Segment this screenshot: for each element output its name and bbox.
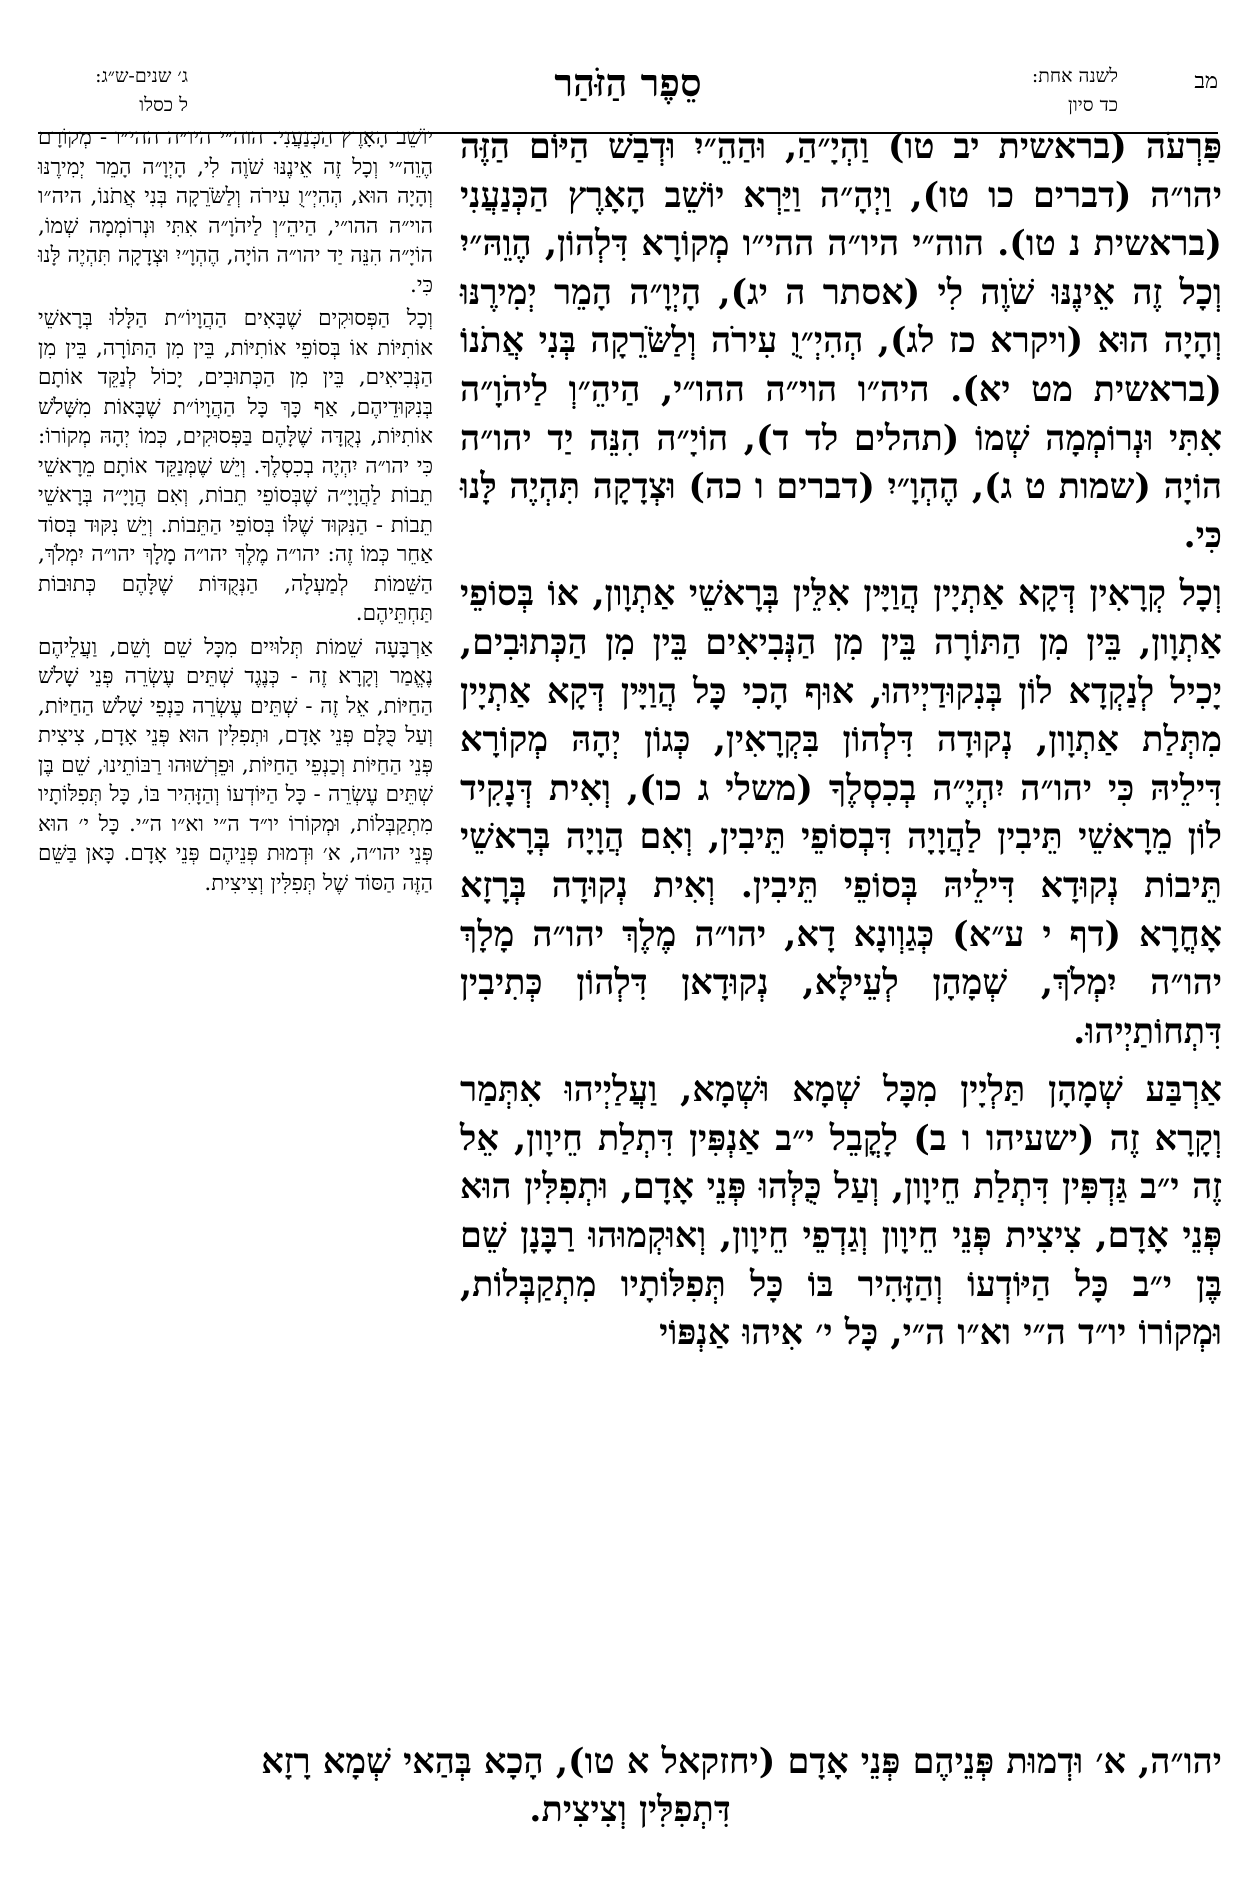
bottom-closing-line: דִּתְפִלִּין וְצִיצִית.: [529, 1789, 731, 1830]
page-title: סֵפֶר הַזֹּהַר: [554, 60, 702, 105]
main-column: [460, 123, 1222, 1733]
main-paragraph-1: פַּרְעֹה (בראשית יב טו) וַהְיָ״הַ, וּהַהֵ״יִ וּדְבַשׁ הַיּוֹם הַזֶּה יהו״ה (דברים כו טו), וַיְהָ״ה וַיַּרְא יוֹשֵׁב הָאָרֶץ הַכְּנַעֲנִי (בראשית נ טו). הוה״י היו״ה ההי״ו מְקוֹרָא דִּלְהוֹן, הֶוֵהּ״יִ וְכָל זֶה אֵינֶנּוּ שֹׁוֶה לִי (אסתר ה יג), הָיְוָ״ה הָמֵר יְמִירֶנּוּ וְהָיָה הוּא (ויקרא כז לג), הְהִיְ״וֻ עִירֹה וְלַשֹּׂרֵקָה בְּנִי אֲתֹנוֹ (בראשית מט יא). היה״ו הוי״ה ההו״י, הַיהֵ״וְ לַיהֹוָ״ה אִתִּי וּנְרוֹמְמָה שְׁמוֹ (תהלים לד ד), הוֹיָ״ה הִנֵּה יַד יהו״ה הוֹיָה (שמות ט ג), הֶהְוָ״יִ (דברים ו כה) וּצְדָקָה תִּהְיֶה לָּנוּ כִּי.: [460, 126, 1222, 556]
commentary-paragraph-3: אַרְבָּעָה שֵׁמוֹת תְּלוּיִים מִכָּל שֵׁם וָשֵׁם, וַעֲלֵיהֶם נֶאֱמַר וְקָרָא זֶה - כְּנֶגֶד שְׁתֵּים עֶשְׂרֵה פְּנֵי שָׁלֹשׁ הַחַיּוֹת, אֵל זֶה - שְׁתֵּים עֶשְׂרֵה כַּנְפֵי שָׁלֹשׁ הַחַיּוֹת, וְעַל כֻּלָּם פְּנֵי אָדָם, וּתְפִלִּין הוּא פְּנֵי אָדָם, צִיצִית פְּנֵי הַחַיּוֹת וְכַנְפֵי הַחַיּוֹת, וּפֵרְשׁוּהוּ רַבּוֹתֵינוּ, שֵׁם בֶּן שְׁתֵּים עֶשְׂרֵה - כָּל הַיּוֹדְעוֹ וְהַזָּהִיר בּוֹ, כָּל תְּפִלּוֹתָיו מִתְקַבְּלוֹת, וּמְקוֹרוֹ יו״ד ה״י וא״ו ה״י. כָּל י׳ הוּא פְּנֵי יהו״ה, א׳ וּדְמוּת פְּנֵיהֶם פְּנֵי אָדָם. כָּאן בַּשֵּׁם הַזֶּה הַסּוֹד שֶׁל תְּפִלִּין וְצִיצִית.: [38, 634, 433, 896]
header-left-line1: ג׳ שנים-ש״ג:: [95, 65, 188, 87]
header-right-line1: לשנה אחת:: [1031, 65, 1118, 87]
header-left-reading: [38, 62, 188, 120]
commentary-column: [38, 123, 433, 1783]
main-paragraph-3: אַרְבַּע שְׁמָהָן תַּלְיָין מִכָּל שְׁמָא וּשְׁמָא, וַעֲלַיְיהוּ אִתְּמַר וְקָרָא זֶה (ישעיהו ו ב) לָקֳבֵל י״ב אַנְפִּין דִּתְלַת חֵיוָון, אֵל זֶה י״ב גַּדְפִּין דִּתְלַת חֵיוָון, וְעַל כֻּלְּהוּ פְּנֵי אָדָם, וּתְפִלִּין הוּא פְּנֵי אָדָם, צִיצִית פְּנֵי חֵיוָון וְגַדְפֵי חֵיוָון, וְאוּקְמוּהוּ רַבָּנָן שֵׁם בֶּן י״ב כָּל הַיּוֹדְעוֹ וְהַזָּהִיר בּוֹ כָּל תְּפִלּוֹתָיו מִתְקַבְּלוֹת, וּמְקוֹרוֹ יו״ד ה״י וא״ו ה״י, כָּל י׳ אִיהוּ אַנְפּוֹי: [460, 1069, 1222, 1354]
main-paragraph-2: וְכָל קְרָאִין דְּקָא אַתְיָין הֲוַיָּין אִלֵּין בְּרָאשֵׁי אַתְוָון, אוֹ בְּסוֹפֵי אַתְוָון, בֵּין מִן הַתּוֹרָה בֵּין מִן הַנְּבִיאִים בֵּין מִן הַכְּתוּבִים, יָכִיל לְנַקְדָא לוֹן בְּנִקוּדַיְיהוּ, אוּף הָכִי כָּל הֲוַיָּין דְּקָא אַתְיָין מִתְּלַת אַתְוָון, נְקוּדָה דִּלְהוֹן בִּקְרָאִין, כְּגוֹן יְהָהּ מְקוֹרָא דִּילֵיהּ כִּי יהו״ה יִהְיֶ״ה בְכִסְלֶךָ (משלי ג כו), וְאִית דְּנָקִיד לוֹן מֵרָאשֵׁי תֵּיבִין לַהֲוָיָה דִּבְסוֹפֵי תֵּיבִין, וְאִם הֲוָיָה בְּרָאשֵׁי תֵּיבוֹת נְקוּדָא דִּילֵיהּ בְּסוֹפֵי תֵּיבִין. וְאִית נְקוּדָה בְּרָזָא אָחֳרָא (דף י ע״א) כְּגַוְונָא דָא, יהו״ה מֶלֶךְ יהו״ה מָלָךְ יהו״ה יִמְלֹךְ, שְׁמָהָן לְעֵילָּא, נְקוּדָאן דִּלְהוֹן כְּתִיבִין דִּתְחוֹתַיְיהוּ.: [460, 573, 1222, 1052]
bottom-fullwidth-line: יהו״ה, א׳ וּדְמוּת פְּנֵיהֶם פְּנֵי אָדָם (יחזקאל א טו), הָכָא בְּהַאי שְׁמָא רָזָא: [261, 1741, 1222, 1782]
page-number: מב: [1194, 69, 1218, 94]
header-right-line2: כד סיון: [1068, 94, 1118, 116]
header-left-line2: ל כסלו: [139, 94, 188, 116]
commentary-paragraph-1: יוֹשֵׁב הָאָרֶץ הַכְּנַעֲנִי. הוה״י היו״ה ההי״ו - מְקוֹרָם הֶוֵה״י וְכָל זֶה אֵינֶנּוּ שֹׁוֶה לִי, הָיְוָ״ה הָמֵר יְמִירֶנּוּ וְהָיָה הוּא, הְהִיְ״וֻ עִירֹה וְלַשֹּׂרֵקָה בְּנִי אֲתֹנוֹ, היה״ו הוי״ה ההו״י, הַיהֵ״וְ לַיהֹוָ״ה אִתִּי וּנְרוֹמְמָה שְׁמוֹ, הוֹיָ״ה הִנֵּה יַד יהו״ה הוֹיָה, הֶהְוָ״יִ וּצְדָקָה תִּהְיֶה לָּנוּ כִּי.: [38, 125, 433, 298]
page-header: [38, 60, 1218, 130]
commentary-paragraph-2: וְכָל הַפְּסוּקִים שֶׁבָּאִים הַהֲוָיוֹ״ת הַלָּלוּ בְּרָאשֵׁי אוֹתִיּוֹת אוֹ בְּסוֹפֵי אוֹתִיּוֹת, בֵּין מִן הַתּוֹרָה, בֵּין מִן הַנְּבִיאִים, בֵּין מִן הַכְּתוּבִים, יָכוֹל לְנַקֵּד אוֹתָם בְּנִקּוּדֵיהֶם, אַף כָּךְ כָּל הַהֲוָיוֹ״ת שֶׁבָּאוֹת מִשָּׁלֹשׁ אוֹתִיּוֹת, נְקֻדָּה שֶׁלָּהֶם בַּפְּסוּקִים, כְּמוֹ יְהָהּ מְקוֹרוֹ: כִּי יהו״ה יִהְיֶה בְכִסְלֶךָ. וְיֵשׁ שֶׁמְּנַקֵּד אוֹתָם מֵרָאשֵׁי תֵבוֹת לַהֲוָיָ״ה שֶׁבְּסוֹפֵי תֵבוֹת, וְאִם הֲוָיָ״ה בְּרָאשֵׁי תֵבוֹת - הַנִּקּוּד שֶׁלּוֹ בְּסוֹפֵי הַתֵּבוֹת. וְיֵשׁ נִקּוּד בְּסוֹד אַחֵר כְּמוֹ זֶה: יהו״ה מֶלֶךְ יהו״ה מָלָךְ יהו״ה יִמְלֹךְ, הַשֵּׁמוֹת לְמַעְלָה, הַנְּקֻדּוֹת שֶׁלָּהֶם כְּתוּבוֹת תַּחְתֵּיהֶם.: [38, 306, 433, 626]
